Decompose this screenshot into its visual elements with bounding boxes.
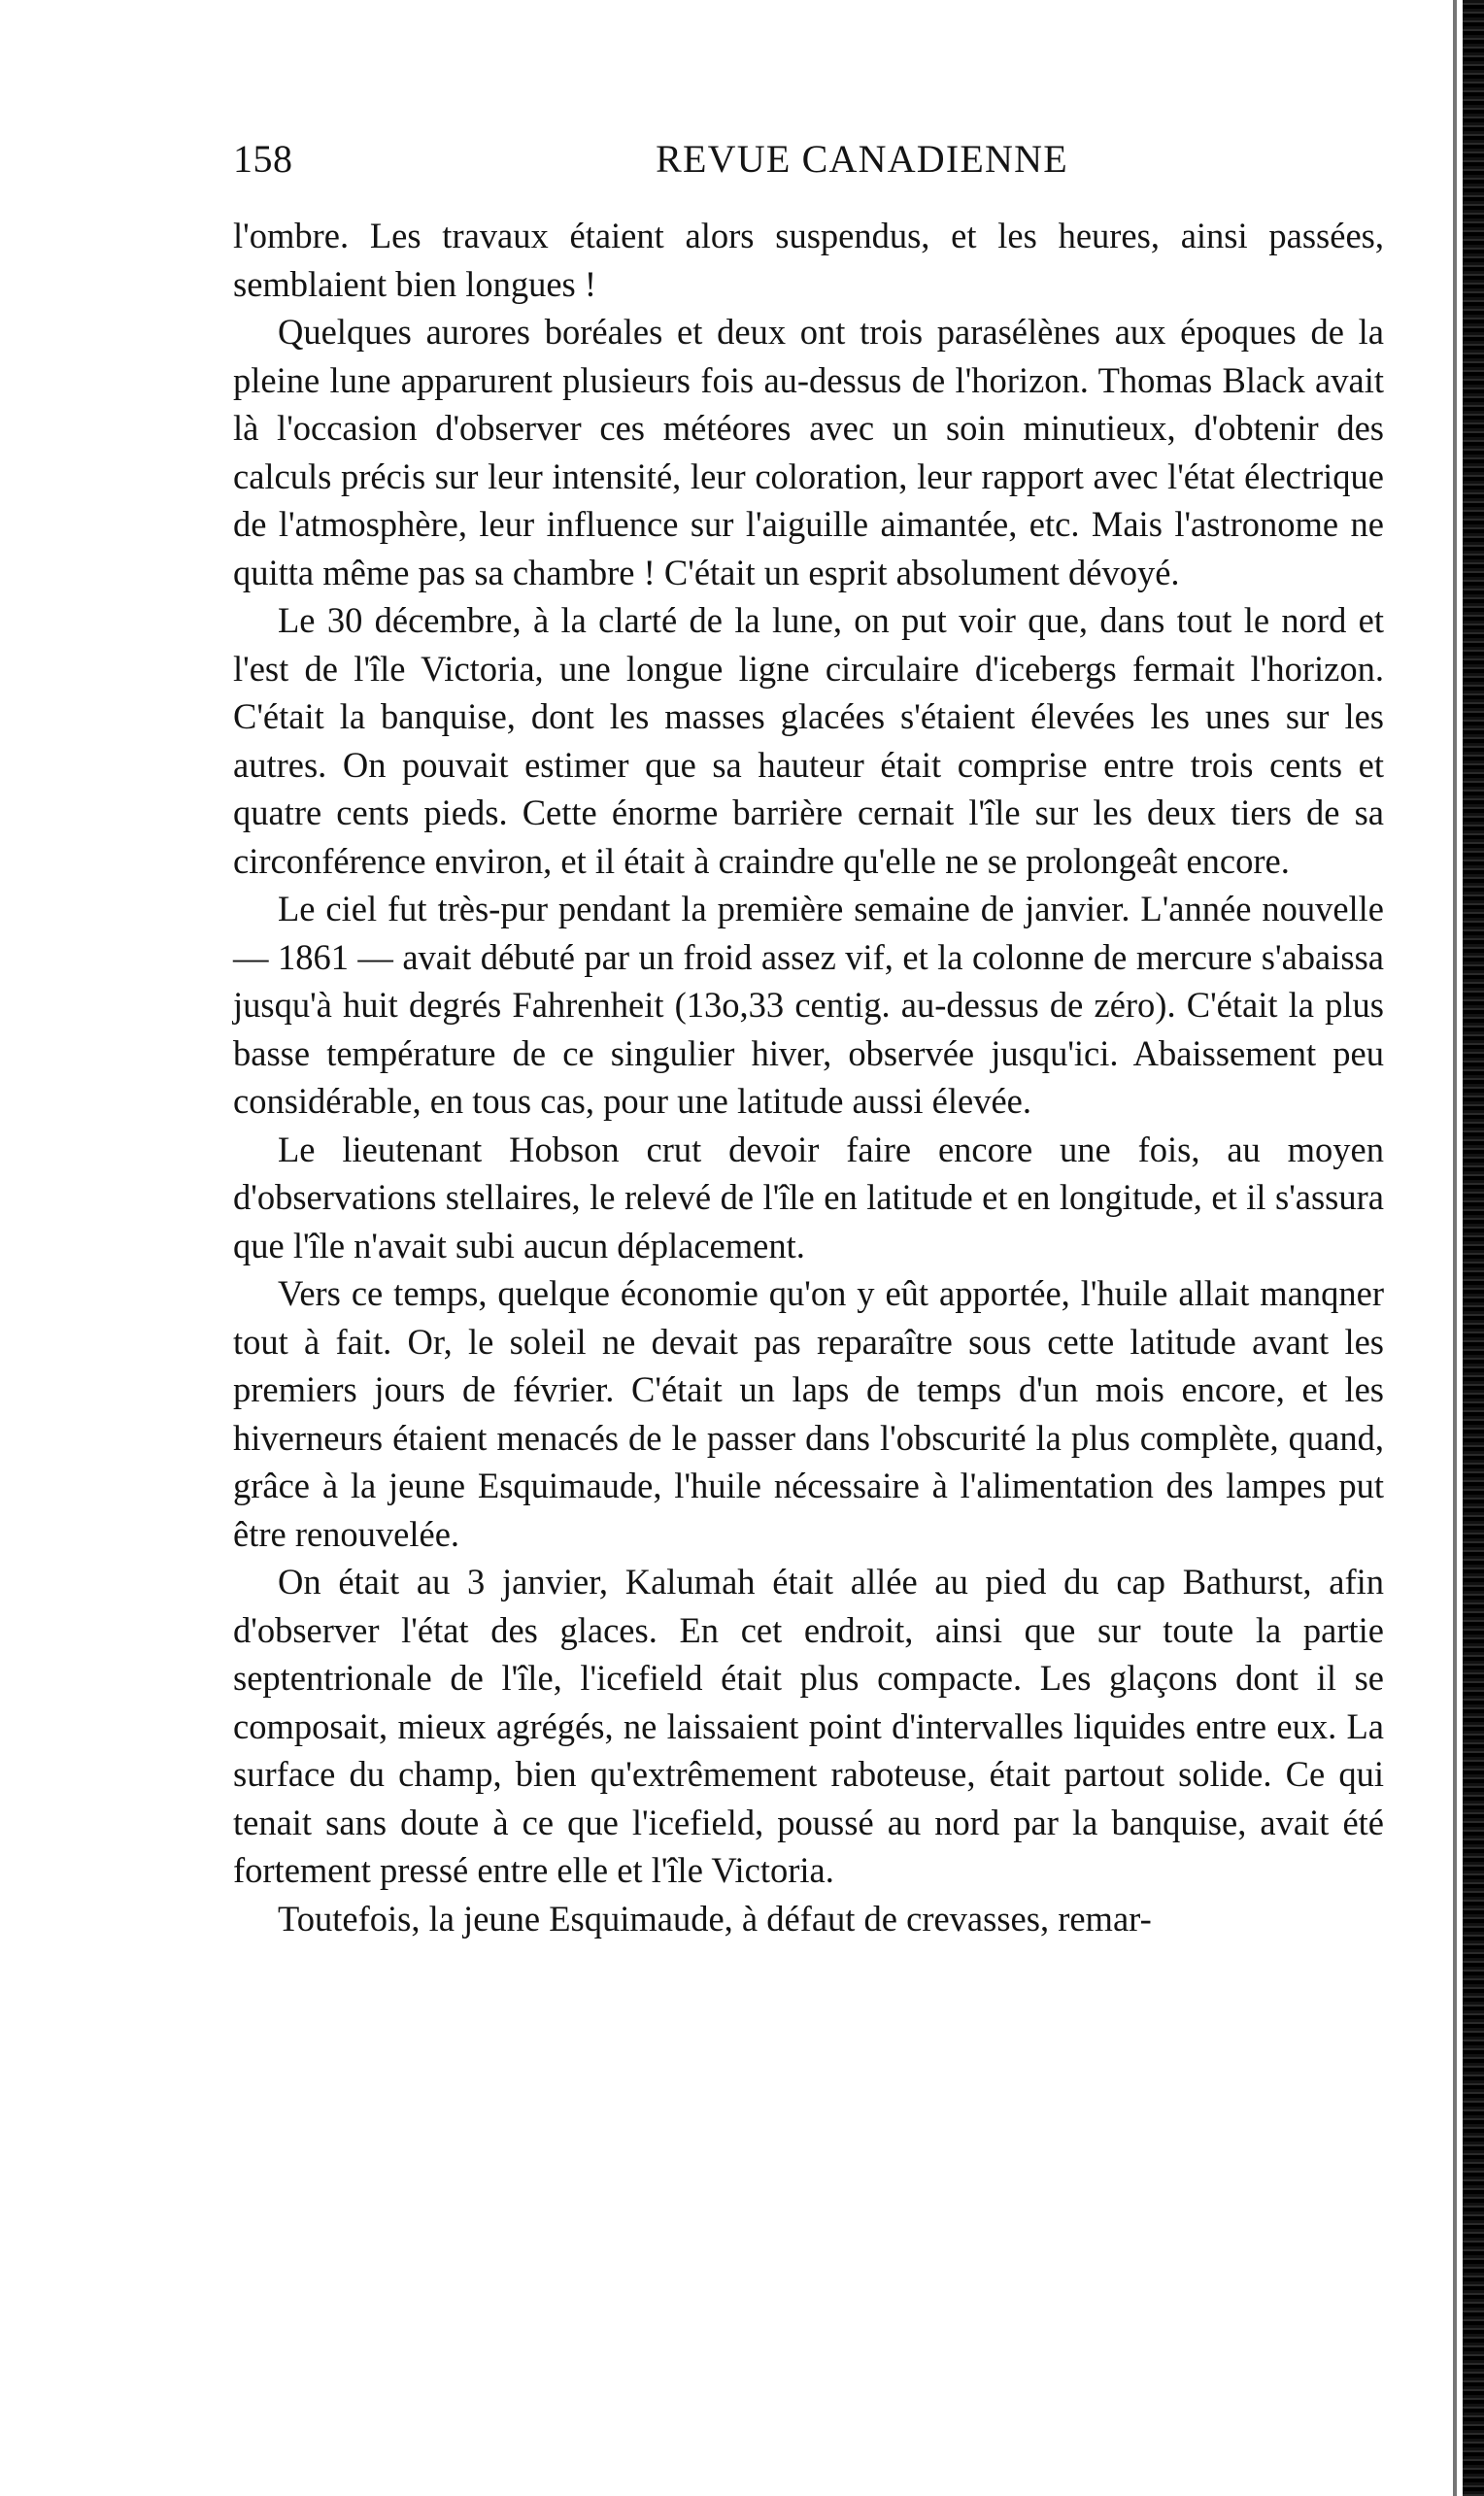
page-number: 158 bbox=[233, 137, 293, 181]
paragraph-toutefois: Toutefois, la jeune Esquimaude, à défaut de crevasses, remar- bbox=[278, 1898, 1152, 1939]
running-head bbox=[233, 136, 1384, 194]
paragraph-janvier: Le ciel fut très-pur pendant la première semaine de janvier. L'année nouvelle — 1861 — avait débuté par un froid assez vif, et la colonne de mercure s'abaissa jusqu'à huit degrés Fahrenheit (13o,33 centig. au-dessus de zéro). C'était la plus basse température de ce singulier hiver, observée jusqu'ici. Abaissement peu considérable, en tous cas, pour une latitude aussi élevée. bbox=[233, 889, 1384, 1121]
scan-edge-border bbox=[1463, 0, 1484, 2496]
body-text bbox=[233, 212, 1384, 1942]
journal-title: REVUE CANADIENNE bbox=[656, 137, 1068, 181]
paragraph-kalumah: On était au 3 janvier, Kalumah était allée au pied du cap Bathurst, afin d'observer l'état des glaces. En cet endroit, ainsi que sur toute la partie septentrionale de l'île, l'icefield était plus compacte. Les glaçons dont il se composait, mieux agrégés, ne laissaient point d'intervalles liquides entre eux. La surface du champ, bien qu'extrêmement raboteuse, était partout solide. Ce qui tenait sans doute à ce que l'icefield, poussé au nord par la banquise, avait été fortement pressé entre elle et l'île Victoria. bbox=[233, 1562, 1384, 1890]
scan-edge-line bbox=[1453, 0, 1457, 2496]
paragraph-continuation: l'ombre. Les travaux étaient alors suspendus, et les heures, ainsi passées, semblaient bien longues ! bbox=[233, 216, 1384, 304]
paragraph-hobson: Le lieutenant Hobson crut devoir faire encore une fois, au moyen d'observations stellaires, le relevé de l'île en latitude et en longitude, et il s'assura que l'île n'avait subi aucun déplacement. bbox=[233, 1129, 1384, 1265]
paragraph-huile: Vers ce temps, quelque économie qu'on y eût apportée, l'huile allait manqner tout à fait. Or, le soleil ne devait pas reparaître sous cette latitude avant les premiers jours de février. C'était un laps de temps d'un mois encore, et les hiverneurs étaient menacés de le passer dans l'obscurité la plus complète, quand, grâce à la jeune Esquimaude, l'huile nécessaire à l'alimentation des lampes put être renouvelée. bbox=[233, 1273, 1384, 1554]
paragraph-banquise: Le 30 décembre, à la clarté de la lune, on put voir que, dans tout le nord et l'est de l'île Victoria, une longue ligne circulaire d'icebergs fermait l'horizon. C'était la banquise, dont les masses glacées s'étaient élevées les unes sur les autres. On pouvait estimer que sa hauteur était comprise entre trois cents et quatre cents pieds. Cette énorme barrière cernait l'île sur les deux tiers de sa circonférence environ, et il était à craindre qu'elle ne se prolongeât encore. bbox=[233, 600, 1384, 881]
paragraph-aurores: Quelques aurores boréales et deux ont trois parasélènes aux époques de la pleine lune apparurent plusieurs fois au-dessus de l'horizon. Thomas Black avait là l'occasion d'observer ces météores avec un soin minutieux, d'obtenir des calculs précis sur leur intensité, leur coloration, leur rapport avec l'état électrique de l'atmosphère, leur influence sur l'aiguille aimantée, etc. Mais l'astronome ne quitta même pas sa chambre ! C'était un esprit absolument dévoyé. bbox=[233, 312, 1384, 592]
